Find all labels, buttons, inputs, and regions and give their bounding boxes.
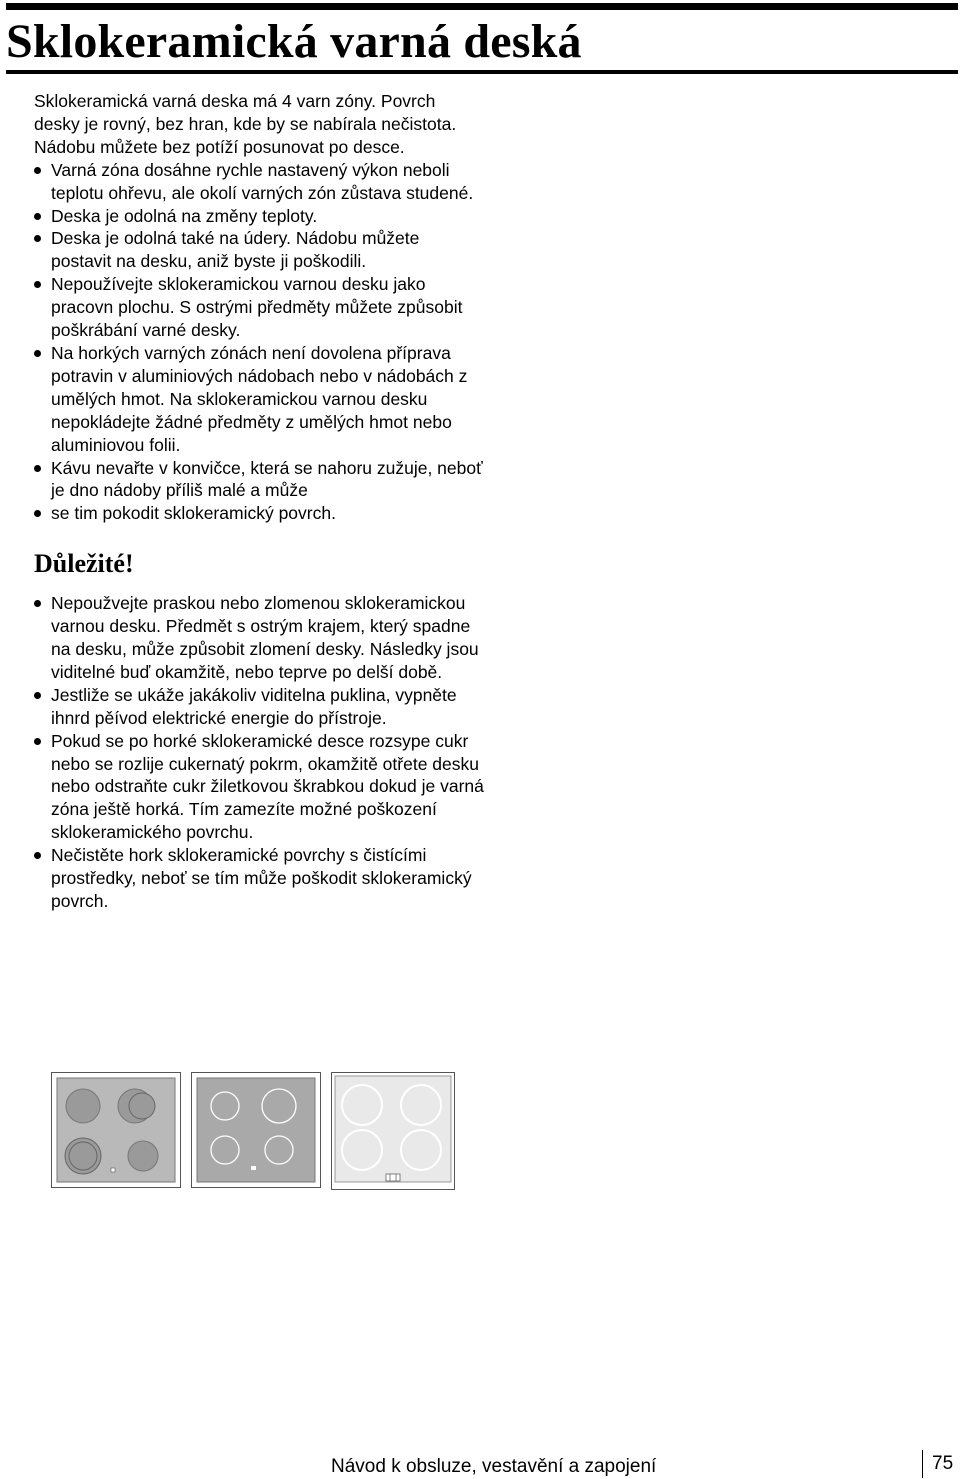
intro-paragraph: Sklokeramická varná deska má 4 varn zóny. Povrch desky je rovný, bez hran, kde by se nabírala nečistota. Nádobu můžete bez potíží posunovat po desce. <box>34 91 457 157</box>
list-item: Varná zóna dosáhne rychle nastavený výkon neboli teplotu ohřevu, ale okolí varných zón zůstava studené. <box>34 159 484 205</box>
footer-divider <box>922 1450 923 1478</box>
hob-illustration-3 <box>331 1072 455 1190</box>
list-item: Na horkých varných zónách není dovolena příprava potravin v aluminiových nádobach nebo v nádobách z umělých hmot. Na sklokeramickou varnou desku nepokládejte žádné předměty z umělých hmot nebo aluminiovou folii. <box>34 342 484 457</box>
important-heading: Důležité! <box>34 549 134 579</box>
features-list <box>34 159 484 526</box>
list-item: se tim pokodit sklokeramický povrch. <box>34 502 484 525</box>
page-number: 75 <box>932 1453 954 1474</box>
list-item: Nepoužvejte praskou nebo zlomenou sklokeramickou varnou desku. Předmět s ostrým krajem, který spadne na desku, může způsobit zlomení desky. Následky jsou viditelné buď okamžitě, nebo teprve po delší době. <box>34 592 484 684</box>
list-item: Jestliže se ukáže jakákoliv viditelna puklina, vypněte ihnrd pěívod elektrické energie do přístroje. <box>34 684 484 730</box>
header-under-rule <box>6 70 958 74</box>
hob-illustration-1 <box>51 1072 181 1188</box>
list-item: Kávu nevařte v konvičce, která se nahoru zužuje, neboť je dno nádoby příliš malé a může <box>34 457 484 503</box>
hob-illustration-2 <box>191 1072 321 1188</box>
list-item: Pokud se po horké sklokeramické desce rozsype cukr nebo se rozlije cukernatý pokrm, okamžitě otřete desku nebo odstraňte cukr žiletkovou škrabkou dokud je varná zóna ještě horká. Tím zamezíte možné poškození sklokeramického povrchu. <box>34 730 484 845</box>
header-top-rule <box>6 3 958 10</box>
hob-illustrations <box>51 1072 461 1190</box>
page-title: Sklokeramická varná deská <box>6 15 582 68</box>
list-item: Nepoužívejte sklokeramickou varnou desku jako pracovn plochu. S ostrými předměty můžete způsobit poškrábání varné desky. <box>34 273 484 342</box>
list-item: Nečistěte hork sklokeramické povrchy s čistícími prostředky, neboť se tím může poškodit sklokeramický povrch. <box>34 844 484 913</box>
footer-text: Návod k obsluze, vestavění a zapojení <box>331 1456 657 1477</box>
main-content <box>34 90 484 913</box>
list-item: Deska je odolná také na údery. Nádobu můžete postavit na desku, aniž byste ji poškodili. <box>34 227 484 273</box>
important-list <box>34 592 484 913</box>
list-item: Deska je odolná na změny teploty. <box>34 205 484 228</box>
